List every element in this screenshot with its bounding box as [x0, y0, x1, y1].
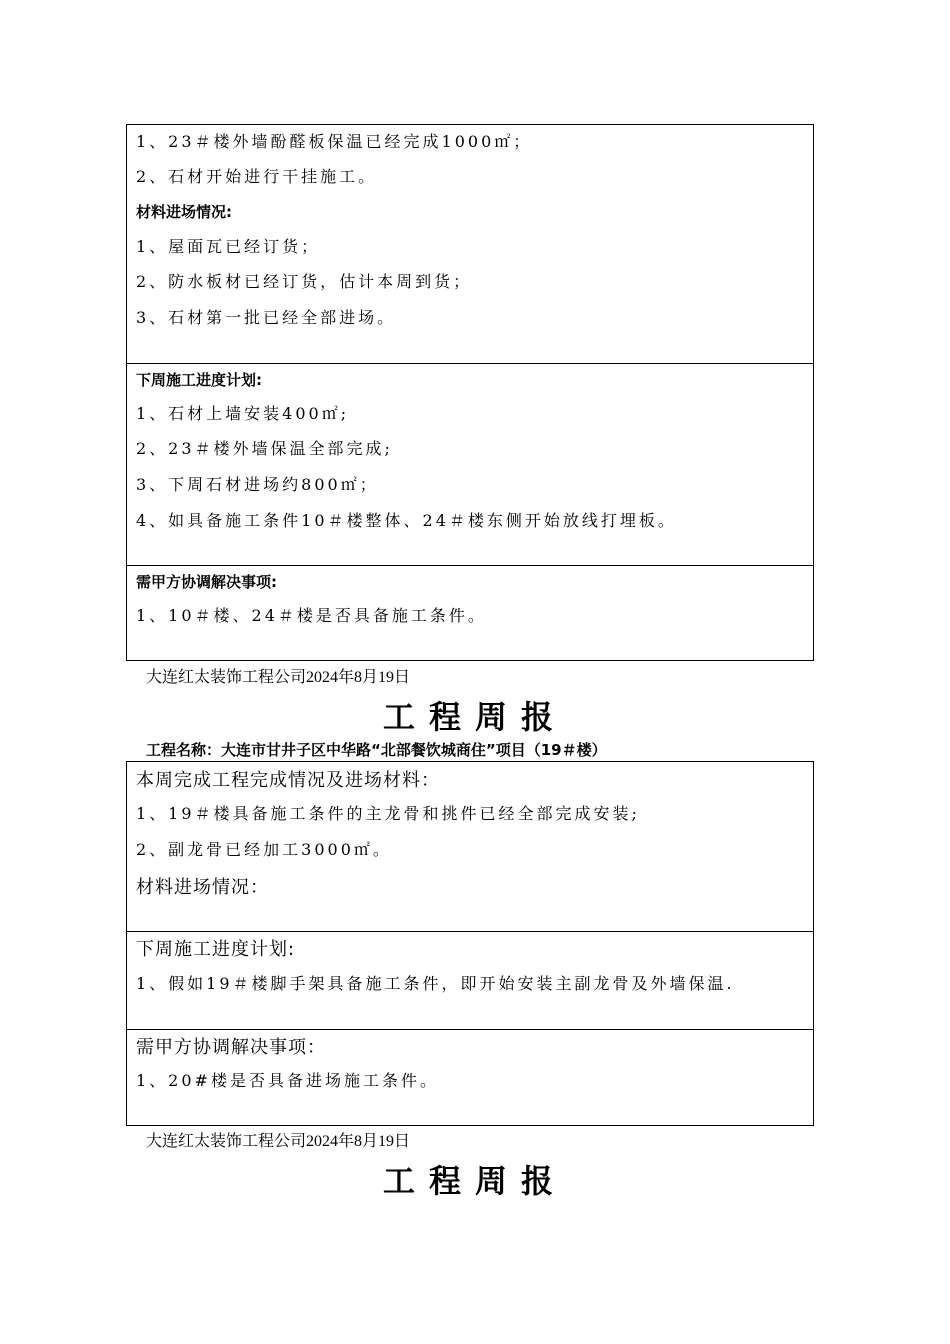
completed-item: 1、19＃楼具备施工条件的主龙骨和挑件已经全部完成安装;: [136, 804, 640, 823]
plan-item: 1、石材上墙安装400㎡;: [136, 404, 350, 423]
plan-item: 4、如具备施工条件10＃楼整体、24＃楼东侧开始放线打埋板。: [136, 511, 677, 530]
materials-item: 1、屋面瓦已经订货；: [136, 237, 321, 256]
report-table-1: [126, 124, 814, 661]
report-table-2: [126, 761, 814, 1126]
report-title: 工程周报: [382, 1162, 567, 1200]
completed-cell: [127, 762, 813, 931]
completed-cell: [127, 125, 813, 363]
company-date-footer: 大连红太装饰工程公司2024年8月19日: [146, 669, 411, 686]
plan-heading: 下周施工进度计划:: [136, 939, 296, 960]
plan-heading: 下周施工进度计划:: [136, 371, 262, 389]
completed-heading: 本周完成工程完成情况及进场材料：: [136, 770, 440, 791]
plan-cell: [127, 931, 813, 1029]
issues-cell: [127, 565, 813, 660]
completed-item: 2、石材开始进行干挂施工。: [136, 167, 378, 186]
company-date-footer: 大连红太装饰工程公司2024年8月19日: [146, 1133, 411, 1150]
plan-item: 1、假如19＃楼脚手架具备施工条件，即开始安装主副龙骨及外墙保温.: [136, 974, 735, 993]
report-title: 工程周报: [382, 698, 567, 736]
materials-heading: 材料进场情况：: [136, 877, 269, 898]
materials-item: 3、石材第一批已经全部进场。: [136, 308, 397, 327]
issues-cell: [127, 1029, 813, 1125]
issues-item: 1、20#楼是否具备进场施工条件。: [136, 1071, 439, 1090]
plan-cell: [127, 363, 813, 565]
completed-item: 2、副龙骨已经加工3000㎡。: [136, 840, 392, 859]
project-name: 工程名称：大连市甘井子区中华路“北部餐饮城商住”项目（19＃楼）: [146, 741, 607, 759]
completed-item: 1、23＃楼外墙酚醛板保温已经完成1000㎡；: [136, 132, 533, 151]
issues-item: 1、10＃楼、24＃楼是否具备施工条件。: [136, 606, 487, 625]
plan-item: 2、23＃楼外墙保温全部完成;: [136, 439, 393, 458]
issues-heading: 需甲方协调解决事项:: [136, 573, 277, 591]
materials-item: 2、防水板材已经订货，估计本周到货；: [136, 272, 473, 291]
materials-heading: 材料进场情况:: [136, 203, 232, 221]
issues-heading: 需甲方协调解决事项：: [136, 1037, 326, 1058]
plan-item: 3、下周石材进场约800㎡；: [136, 475, 379, 494]
